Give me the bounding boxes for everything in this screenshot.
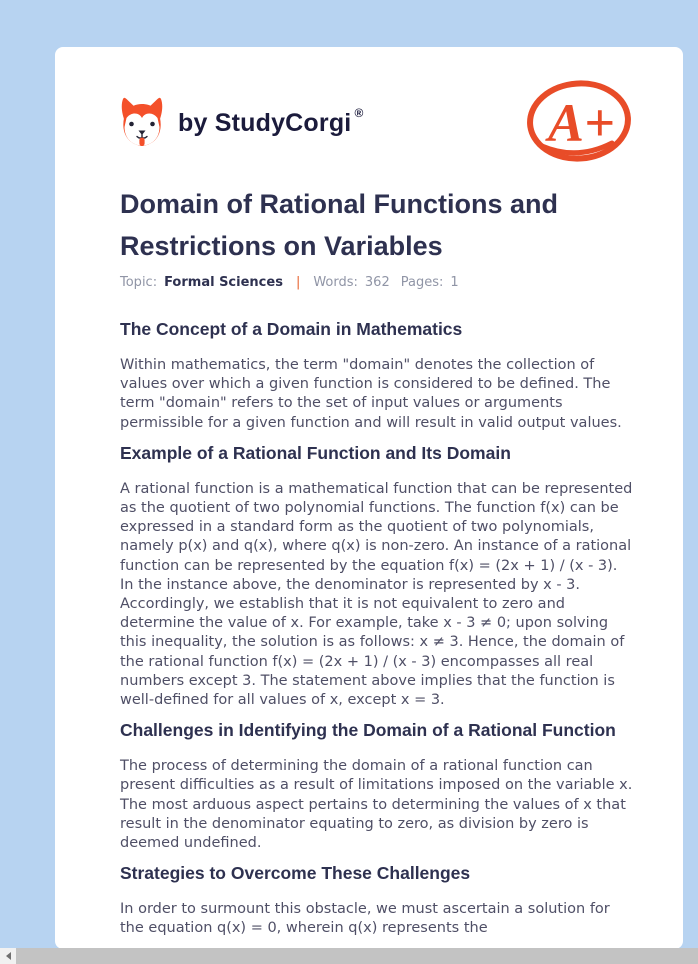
horizontal-scrollbar[interactable] bbox=[0, 948, 698, 964]
section-heading: The Concept of a Domain in Mathematics bbox=[120, 319, 463, 339]
topic-link[interactable]: Formal Sciences bbox=[164, 275, 283, 290]
section-rational-function-example bbox=[120, 442, 633, 710]
section-heading: Strategies to Overcome These Challenges bbox=[120, 863, 471, 884]
section-paragraph: A rational function is a mathematical function that can be represented as the quotient of two polynomial functions. The function f(x) can be expressed in a standard form as the quotient of two polynomials, namely p(x) and q(x), where q(x) is non-zero. An instance of a rational function can be represented by the equation f(x) = (2x + 1) / (x - 3). In the instance above, the denominator is represented by x - 3. Accordingly, we establish that it is not equivalent to zero and determine the value of x. For example, take x - 3 ≠ 0; upon solving this inequality, the solution is as follows: x ≠ 3. Hence, the domain of the rational function f(x) = (2x + 1) / (x - 3) encompasses all real numbers except 3. The statement above implies that the function is well-defined for all values of x, except x = 3. bbox=[120, 480, 633, 709]
page-title: Domain of Rational Functions and Restrictions on Variables bbox=[120, 189, 558, 261]
words-value: 362 bbox=[364, 275, 390, 290]
logo-text bbox=[178, 106, 364, 138]
document-card bbox=[55, 47, 683, 949]
a-plus-stamp-icon bbox=[525, 78, 633, 168]
scrollbar-thumb[interactable] bbox=[16, 948, 698, 964]
grade-text: A+ bbox=[548, 93, 615, 153]
studycorgi-logo[interactable] bbox=[120, 97, 364, 149]
registered-trademark: ® bbox=[354, 106, 364, 121]
section-paragraph: Within mathematics, the term "domain" denotes the collection of values over which a given function is considered to be defined. The term "domain" refers to the set of input values or arguments permissible for a given function and will result in valid output values. bbox=[120, 357, 622, 431]
topic-label: Topic: bbox=[120, 275, 158, 290]
section-paragraph: In order to surmount this obstacle, we must ascertain a solution for the equation q(x) = 0, wherein q(x) represents the bbox=[120, 901, 610, 937]
section-strategies bbox=[120, 862, 633, 938]
document-header bbox=[120, 77, 633, 169]
article-meta bbox=[120, 275, 633, 290]
section-paragraph: The process of determining the domain of a rational function can present difficulties as a result of limitations imposed on the variable x. The most arduous aspect pertains to determining the values of x that result in the denominator equating to zero, as division by zero is deemed undefined. bbox=[120, 758, 633, 852]
words-label: Words: bbox=[313, 275, 358, 290]
pages-value: 1 bbox=[450, 275, 459, 290]
corgi-icon bbox=[120, 97, 164, 149]
scroll-left-arrow-icon bbox=[6, 952, 11, 960]
section-heading: Example of a Rational Function and Its Domain bbox=[120, 442, 511, 463]
scroll-left-button[interactable] bbox=[0, 948, 16, 964]
section-heading: Challenges in Identifying the Domain of a Rational Function bbox=[120, 720, 616, 741]
meta-separator: | bbox=[295, 275, 301, 290]
pages-label: Pages: bbox=[400, 275, 444, 290]
section-domain-concept bbox=[120, 318, 633, 433]
section-challenges bbox=[120, 719, 633, 853]
logo-wordmark: by StudyCorgi bbox=[178, 108, 352, 137]
